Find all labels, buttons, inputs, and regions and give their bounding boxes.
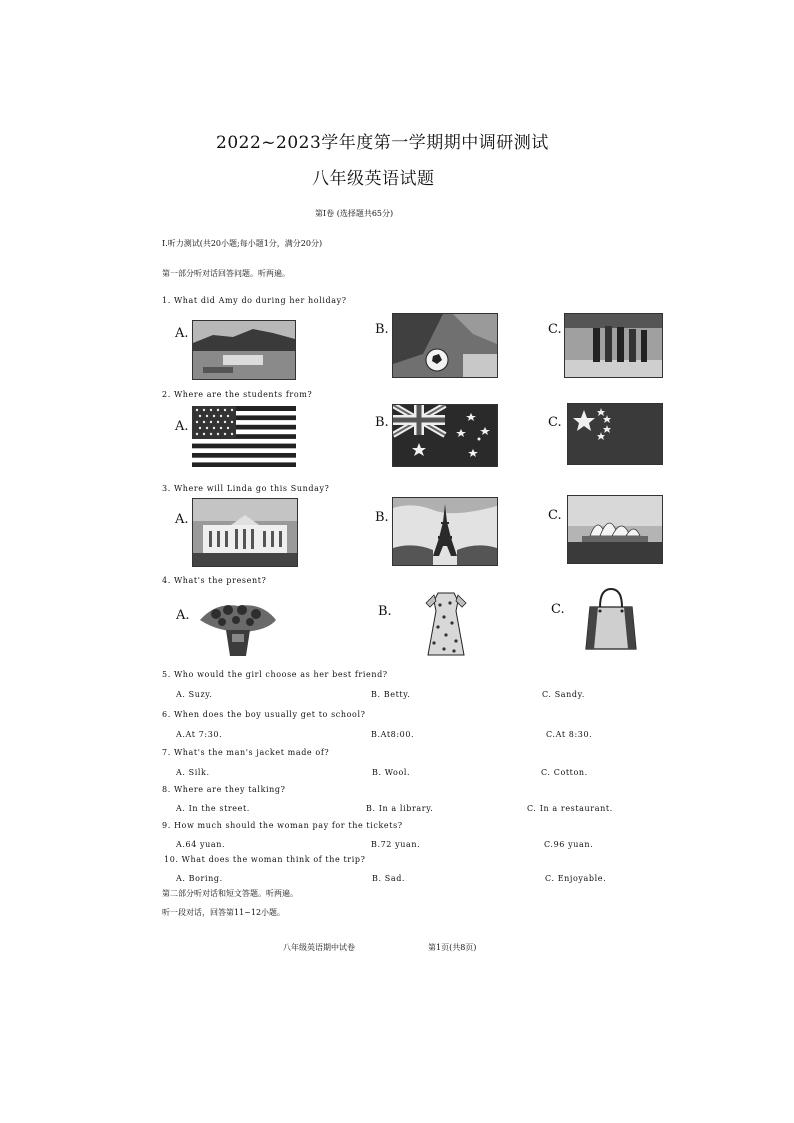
option-1c-label: C. [548, 322, 562, 337]
option-2b-label: B. [375, 415, 389, 430]
option-1a-label: A. [175, 326, 189, 341]
question-1: 1. What did Amy do during her holiday? [162, 296, 347, 305]
option-8c[interactable]: C. In a restaurant. [527, 804, 613, 813]
australia-flag[interactable] [392, 404, 498, 467]
option-4b-label: B. [378, 604, 392, 619]
question-5: 5. Who would the girl choose as her best friend? [162, 670, 388, 679]
option-3b-label: B. [375, 510, 389, 525]
eiffel-tower-photo[interactable] [392, 497, 498, 566]
option-5b[interactable]: B. Betty. [371, 690, 411, 699]
option-9b[interactable]: B.72 yuan. [371, 840, 421, 849]
option-1b-label: B. [375, 322, 389, 337]
subpart1-heading: 第一部分听对话回答问题。听两遍。 [162, 269, 290, 278]
option-3c-label: C. [548, 508, 562, 523]
subpart2-instruction: 听一段对话，回答第11~12小题。 [162, 908, 286, 917]
subpart2-heading: 第二部分听对话和短文答题。听两遍。 [162, 889, 298, 898]
option-7a[interactable]: A. Silk. [176, 768, 210, 777]
option-10b[interactable]: B. Sad. [372, 874, 406, 883]
footer-page-number: 第1页(共8页) [428, 943, 477, 952]
option-4a-label: A. [176, 608, 190, 623]
floral-dress-image[interactable] [424, 591, 468, 659]
option-9a[interactable]: A.64 yuan. [176, 840, 226, 849]
option-8b[interactable]: B. In a library. [366, 804, 434, 813]
question-7: 7. What's the man's jacket made of? [162, 748, 330, 757]
question-2: 2. Where are the students from? [162, 390, 313, 399]
sydney-opera-house-photo[interactable] [567, 495, 663, 564]
option-8a[interactable]: A. In the street. [176, 804, 250, 813]
part-heading: Ⅰ.听力测试(共20小题;每小题1分，满分20分) [162, 239, 323, 248]
option-4c-label: C. [551, 602, 565, 617]
option-7b[interactable]: B. Wool. [372, 768, 411, 777]
question-6: 6. When does the boy usually get to school? [162, 710, 366, 719]
flower-bouquet-image[interactable] [196, 596, 280, 660]
hiking-group-photo[interactable] [564, 313, 663, 378]
usa-flag[interactable] [192, 406, 296, 467]
option-10c[interactable]: C. Enjoyable. [545, 874, 607, 883]
option-6b[interactable]: B.At8:00. [371, 730, 415, 739]
option-7c[interactable]: C. Cotton. [541, 768, 588, 777]
exam-subtitle: 八年级英语试题 [312, 169, 435, 189]
option-5a[interactable]: A. Suzy. [176, 690, 213, 699]
lake-photo[interactable] [192, 320, 296, 380]
option-2a-label: A. [175, 419, 189, 434]
option-5c[interactable]: C. Sandy. [542, 690, 585, 699]
footer-exam-name: 八年级英语期中试卷 [283, 943, 355, 952]
question-9: 9. How much should the woman pay for the tickets? [162, 821, 403, 830]
option-9c[interactable]: C.96 yuan. [544, 840, 594, 849]
option-6a[interactable]: A.At 7:30. [176, 730, 223, 739]
option-3a-label: A. [175, 512, 189, 527]
option-10a[interactable]: A. Boring. [176, 874, 223, 883]
option-6c[interactable]: C.At 8:30. [546, 730, 593, 739]
exam-title: 2022~2023学年度第一学期期中调研测试 [216, 133, 549, 153]
question-4: 4. What's the present? [162, 576, 267, 585]
section-label: 第Ⅰ卷 (选择题共65分) [315, 209, 394, 218]
option-2c-label: C. [548, 415, 562, 430]
handbag-image[interactable] [584, 587, 638, 653]
football-photo[interactable] [392, 313, 498, 378]
white-house-photo[interactable] [192, 498, 298, 567]
question-10: 10. What does the woman think of the trip? [164, 855, 366, 864]
question-3: 3. Where will Linda go this Sunday? [162, 484, 330, 493]
china-flag[interactable] [567, 403, 663, 465]
question-8: 8. Where are they talking? [162, 785, 286, 794]
